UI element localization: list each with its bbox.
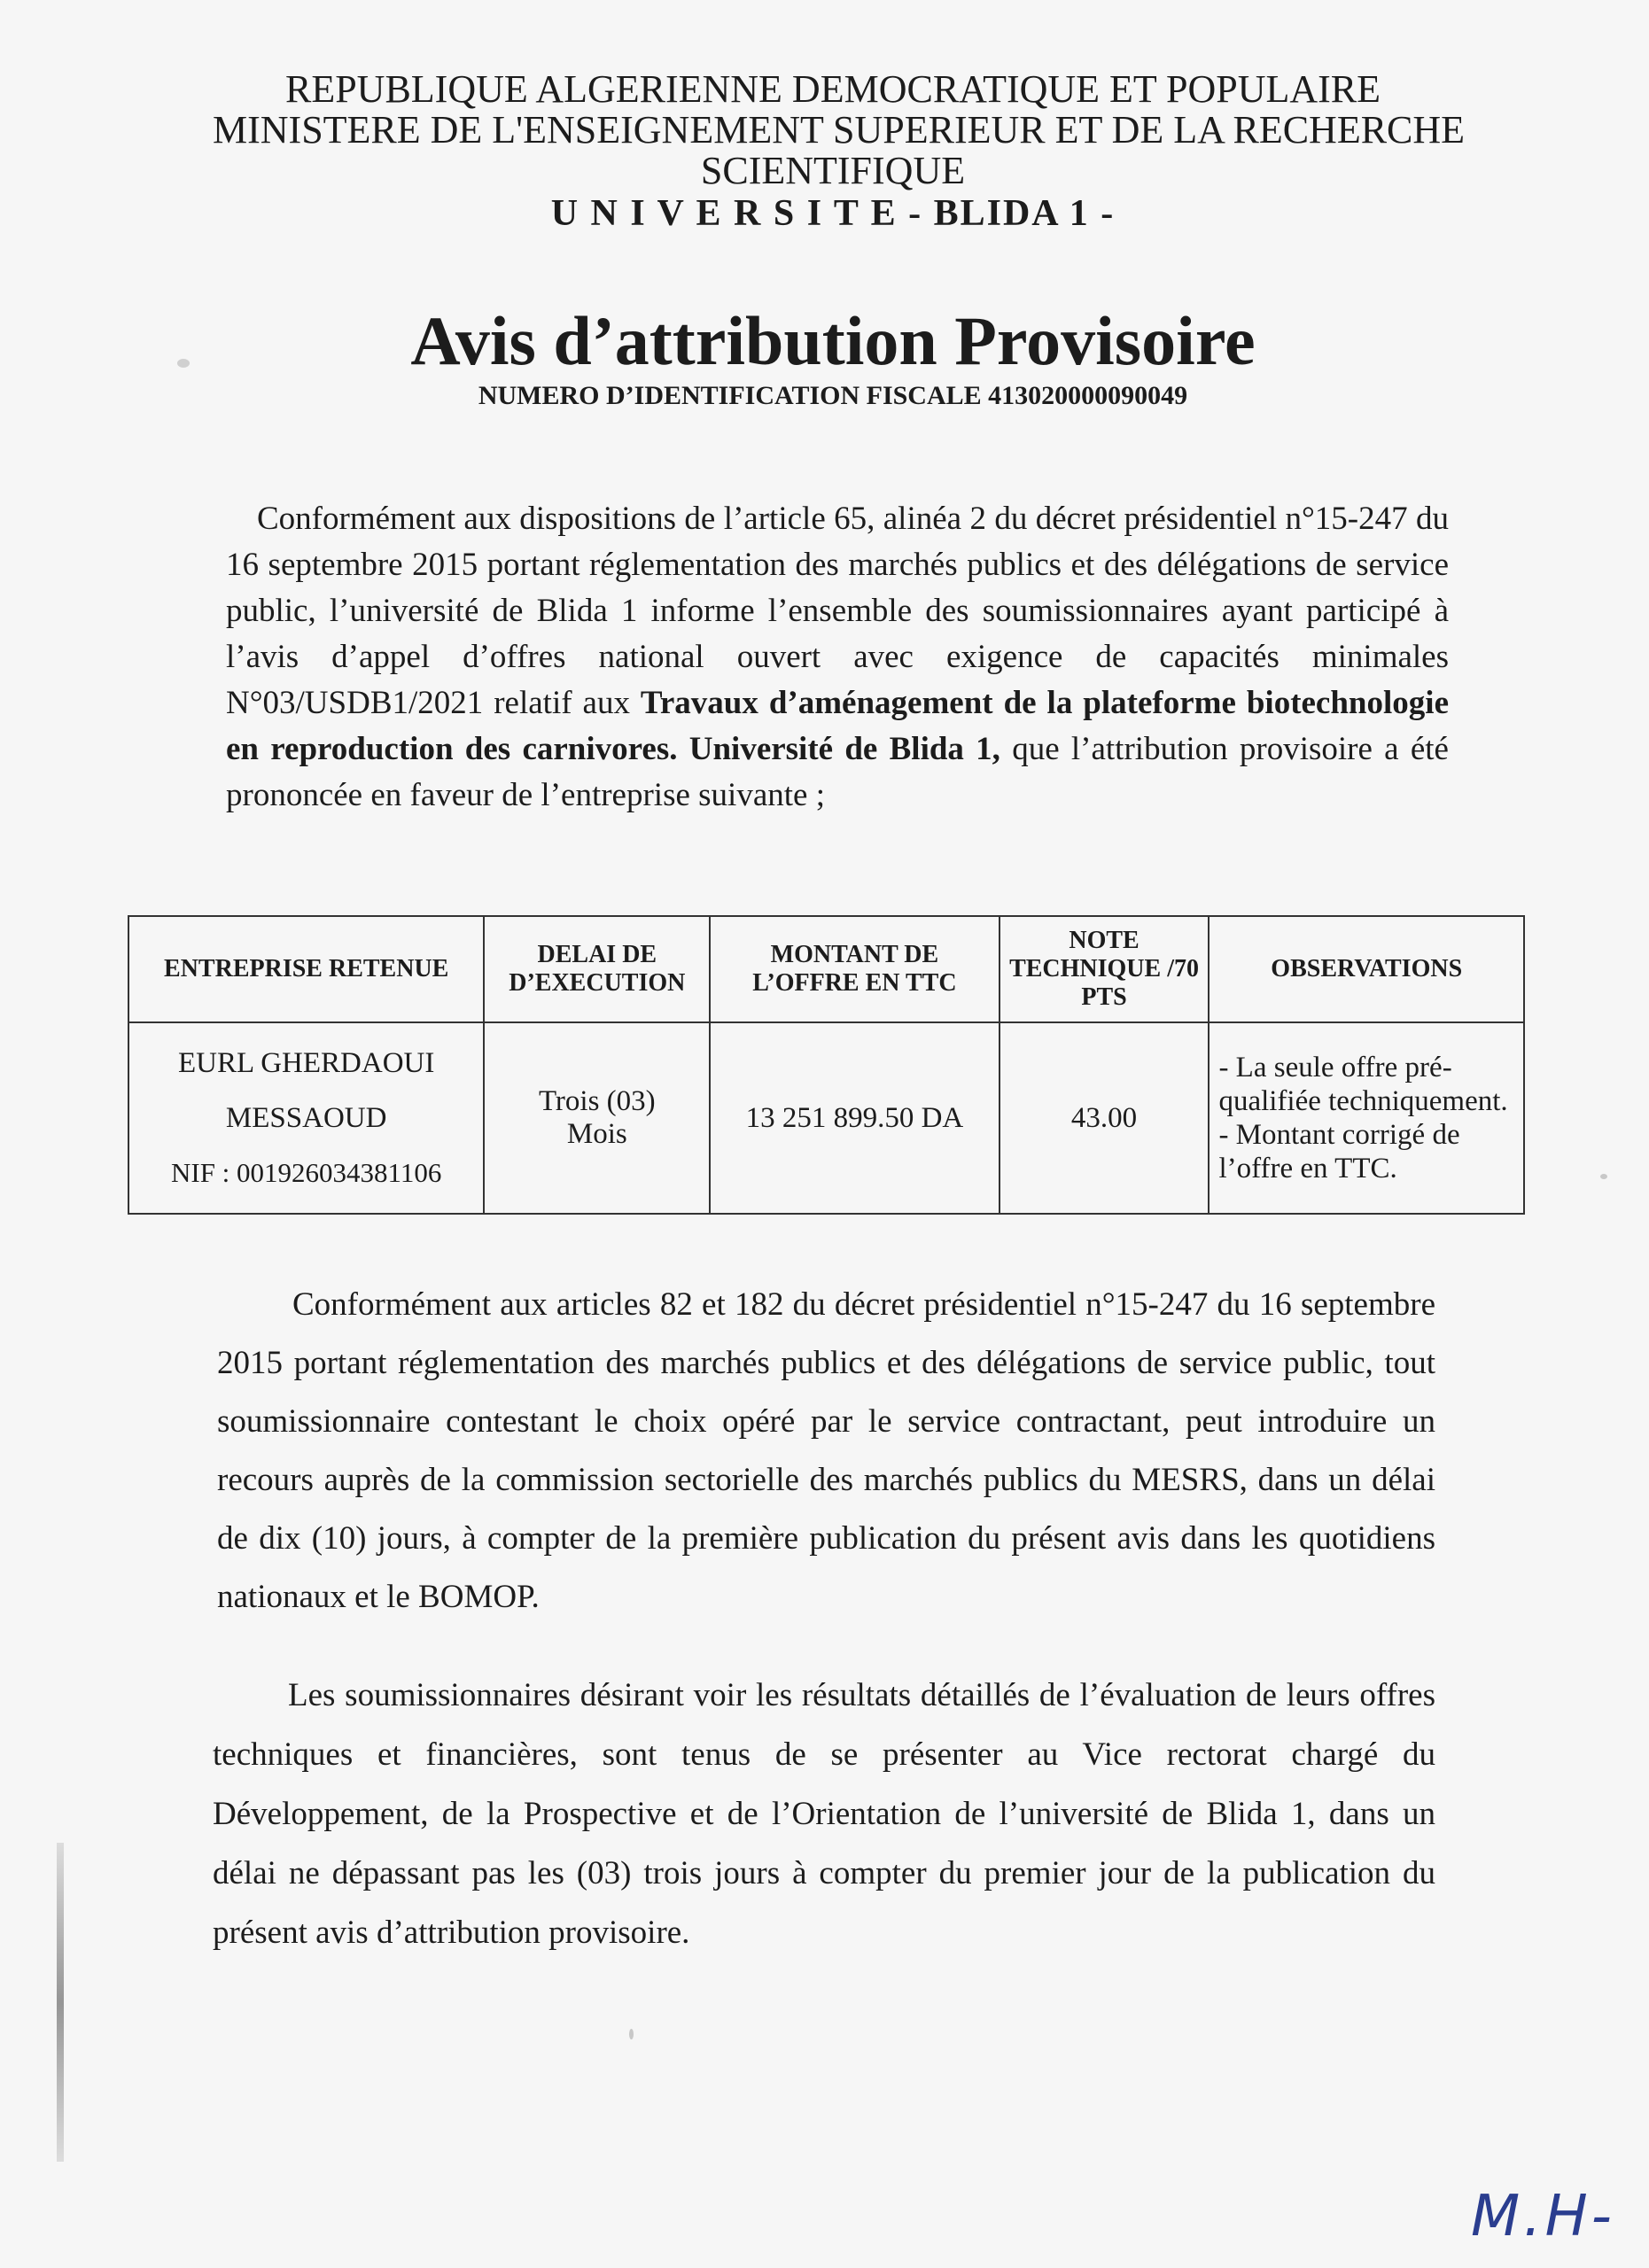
header-ministry-cont: SCIENTIFIQUE — [700, 149, 966, 192]
cell-entreprise — [128, 1022, 484, 1214]
entreprise-name-1: EURL GHERDAOUI — [178, 1047, 435, 1079]
observation-2: - Montant corrigé de l’offre en TTC. — [1218, 1119, 1460, 1184]
page-title: Avis d’attribution Provisoire — [410, 302, 1256, 379]
header-delai: DELAI DE D’EXECUTION — [484, 916, 710, 1022]
intro-bold: Travaux d’aménagement de la plateforme biotechnologie en reproduction des carnivores. Université de Blida 1, — [226, 685, 1449, 767]
header-montant: MONTANT DE L’OFFRE EN TTC — [710, 916, 999, 1022]
header-university: U N I V E R S I T E - BLIDA 1 - — [550, 193, 1116, 234]
delai-line-1: Trois (03) — [538, 1085, 656, 1117]
intro-text-2: que l’attribution provisoire a été prononcée en faveur de l’entreprise suivante ; — [226, 731, 1449, 813]
handwritten-initials: M.H- — [1471, 2184, 1615, 2249]
table-header-row — [128, 916, 1524, 1022]
header-note: NOTE TECHNIQUE /70 PTS — [1000, 916, 1210, 1022]
cell-observations — [1209, 1022, 1524, 1214]
scan-speck — [1600, 1174, 1607, 1179]
header — [213, 67, 1466, 234]
cell-montant: 13 251 899.50 DA — [710, 1022, 999, 1214]
observation-1: - La seule offre pré-qualifiée techniquement. — [1218, 1052, 1508, 1117]
table-row — [128, 1022, 1524, 1214]
header-ministry: MINISTERE DE L'ENSEIGNEMENT SUPERIEUR ET DE LA RECHERCHE — [213, 108, 1466, 151]
delai-line-2: Mois — [566, 1118, 627, 1150]
cell-note: 43.00 — [1000, 1022, 1210, 1214]
header-entreprise: ENTREPRISE RETENUE — [128, 916, 484, 1022]
header-observations: OBSERVATIONS — [1209, 916, 1524, 1022]
award-table — [128, 915, 1525, 1215]
recourse-paragraph: Conformément aux articles 82 et 182 du décret présidentiel n°15-247 du 16 septembre 2015 portant réglementation des marchés publics et des délégations de service public, tout soumissionnaire contestant le choix opéré par le service contractant, peut introduire un recours auprès de la commission sectorielle des marchés publics du MESRS, dans un délai de dix (10) jours, à compter de la première publication du présent avis dans les quotidiens nationaux et le BOMOP. — [217, 1286, 1435, 1615]
intro-text-1: Conformément aux dispositions de l’article 65, alinéa 2 du décret présidentiel n°15-247 du 16 septembre 2015 portant réglementation des marchés publics et des délégations de service public, l’université de Blida 1 informe l’ensemble des soumissionnaires ayant participé à l’avis d’appel d’offres national ouvert avec exigence de capacités minimales N°03/USDB1/2021 relatif aux — [226, 501, 1449, 721]
cell-delai — [484, 1022, 710, 1214]
scan-margin-mark — [57, 1843, 64, 2162]
header-republic: REPUBLIQUE ALGERIENNE DEMOCRATIQUE ET POPULAIRE — [284, 67, 1381, 111]
fiscal-id-line: NUMERO D’IDENTIFICATION FISCALE 413020000090049 — [478, 381, 1188, 410]
intro-paragraph — [226, 496, 1449, 819]
entreprise-name-2: MESSAOUD — [225, 1102, 387, 1134]
evaluation-paragraph: Les soumissionnaires désirant voir les résultats détaillés de l’évaluation de leurs offres techniques et financières, sont tenus de se présenter au Vice rectorat chargé du Développement, de la Prospective et de l’Orientation de l’université de Blida 1, dans un délai ne dépassant pas les (03) trois jours à compter du premier jour de la publication du présent avis d’attribution provisoire. — [213, 1677, 1435, 1951]
scan-speck — [629, 2029, 634, 2039]
scan-speck — [177, 359, 190, 368]
entreprise-nif: NIF : 001926034381106 — [170, 1157, 442, 1188]
